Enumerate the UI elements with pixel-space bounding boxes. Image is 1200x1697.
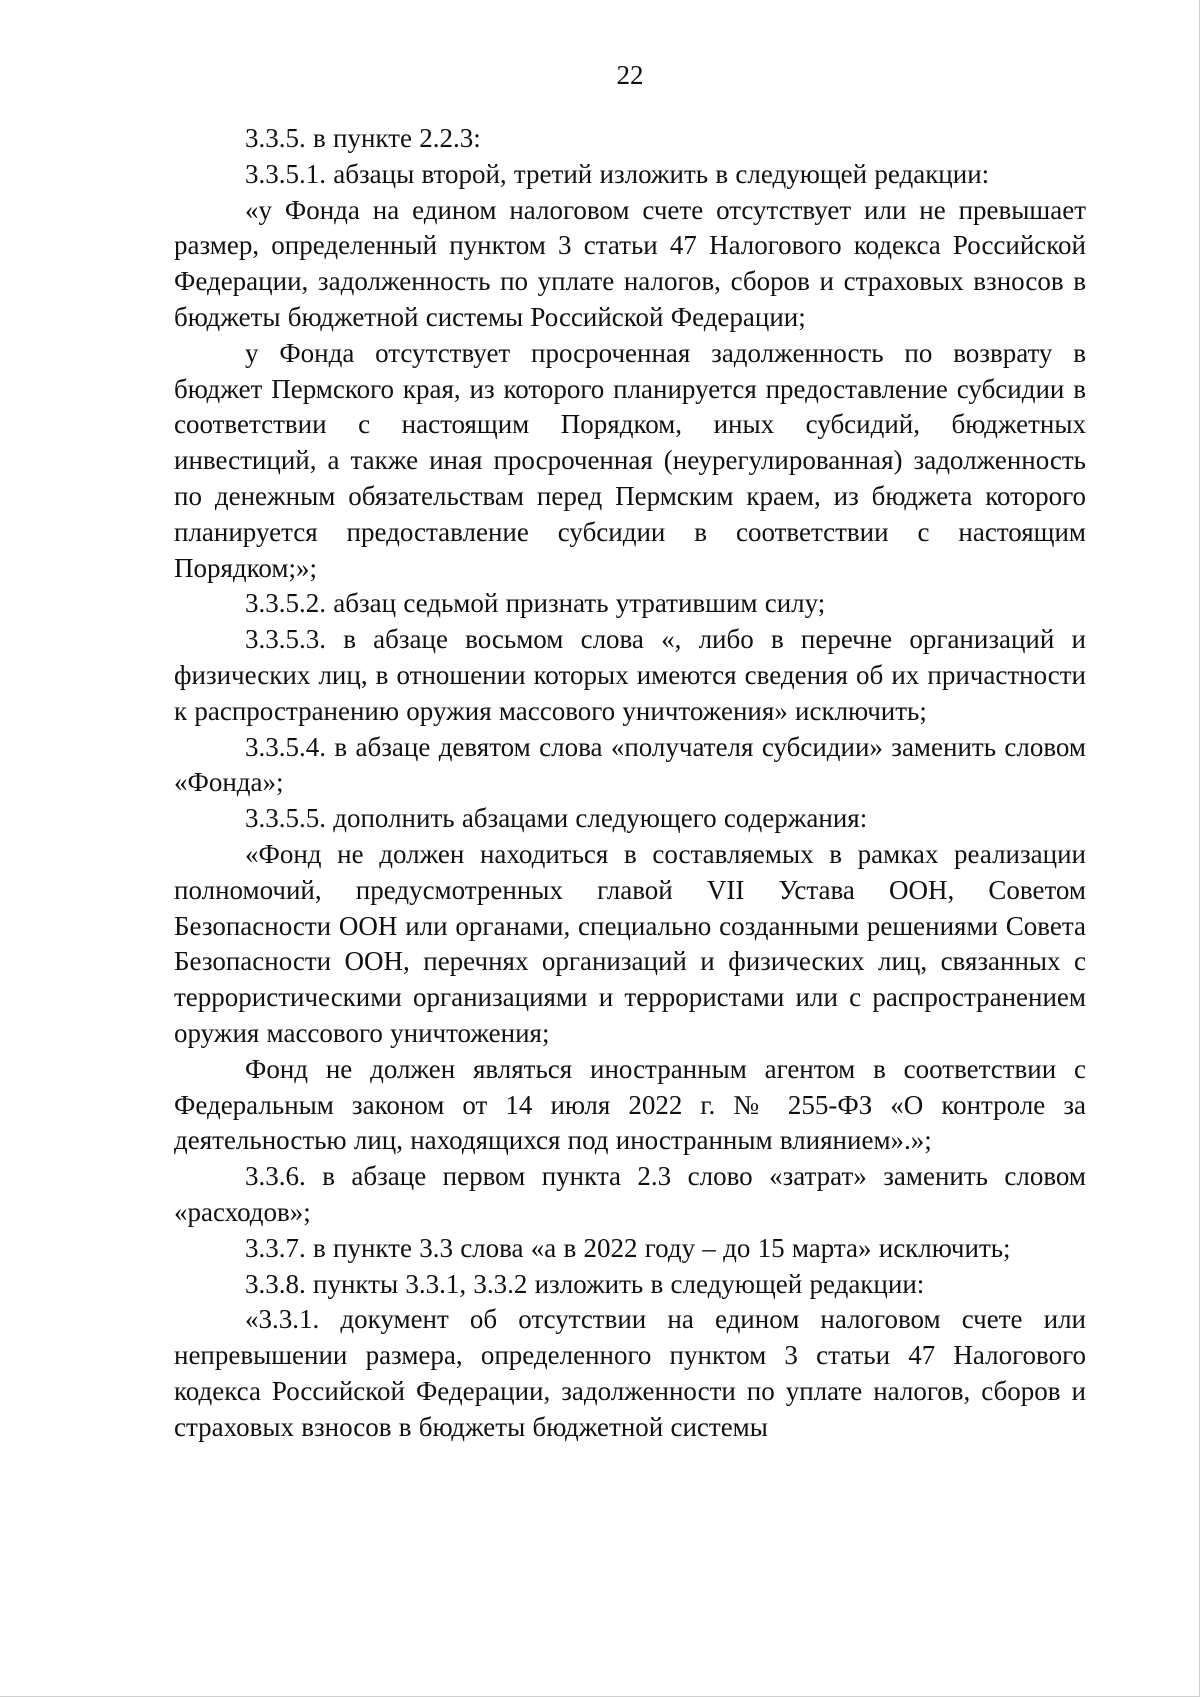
paragraph: 3.3.5.4. в абзаце девятом слова «получателя субсидии» заменить словом «Фонда»; bbox=[174, 731, 1086, 798]
paragraph: 3.3.5.3. в абзаце восьмом слова «, либо в перечне организаций и физических лиц, в отношении которых имеются сведения об их причастности к распространению оружия массового уничтожения» исключить; bbox=[174, 624, 1086, 726]
page-number: 22 bbox=[616, 60, 644, 90]
document-body bbox=[174, 121, 1086, 1445]
paragraph: 3.3.8. пункты 3.3.1, 3.3.2 изложить в следующей редакции: bbox=[245, 1268, 925, 1299]
paragraph: «у Фонда на едином налоговом счете отсутствует или не превышает размер, определенный пунктом 3 статьи 47 Налогового кодекса Российской Федерации, задолженность по уплате налогов, сборов и страховых взносов в бюджеты бюджетной системы Российской Федерации; bbox=[174, 194, 1086, 332]
paragraph: 3.3.5. в пункте 2.2.3: bbox=[245, 123, 481, 153]
paragraph: 3.3.5.1. абзацы второй, третий изложить в следующей редакции: bbox=[245, 158, 990, 189]
paragraph: 3.3.7. в пункте 3.3 слова «а в 2022 году – до 15 марта» исключить; bbox=[245, 1232, 1011, 1263]
paragraph: 3.3.5.5. дополнить абзацами следующего содержания: bbox=[245, 803, 868, 834]
paragraph: Фонд не должен являться иностранным агентом в соответствии с Федеральным законом от 14 июля 2022 г. № 255-ФЗ «О контроле за деятельностью лиц, находящихся под иностранным влиянием».»; bbox=[174, 1053, 1086, 1156]
paragraph: «3.3.1. документ об отсутствии на едином налоговом счете или непревышении размера, определенного пунктом 3 статьи 47 Налогового кодекса Российской Федерации, задолженности по уплате налогов, сборов и страховых взносов в бюджеты бюджетной системы bbox=[174, 1304, 1086, 1442]
paragraph: «Фонд не должен находиться в составляемых в рамках реализации полномочий, предусмотренных главой VII Устава ООН, Советом Безопасности ООН или органами, специально созданными решениями Совета Безопасности ООН, перечнях организаций и физических лиц, связанных с террористическими организациями и террористами или с распространением оружия массового уничтожения; bbox=[174, 838, 1086, 1048]
paragraph: у Фонда отсутствует просроченная задолженность по возврату в бюджет Пермского края, из которого планируется предоставление субсидии в соответствии с настоящим Порядком, иных субсидий, бюджетных инвестиций, а также иная просроченная (неурегулированная) задолженность по денежным обязательствам перед Пермским краем, из бюджета которого планируется предоставление субсидии в соответствии с настоящим Порядком;»; bbox=[174, 337, 1086, 583]
paragraph: 3.3.6. в абзаце первом пункта 2.3 слово «затрат» заменить словом «расходов»; bbox=[174, 1161, 1086, 1227]
paragraph: 3.3.5.2. абзац седьмой признать утратившим силу; bbox=[245, 588, 826, 619]
